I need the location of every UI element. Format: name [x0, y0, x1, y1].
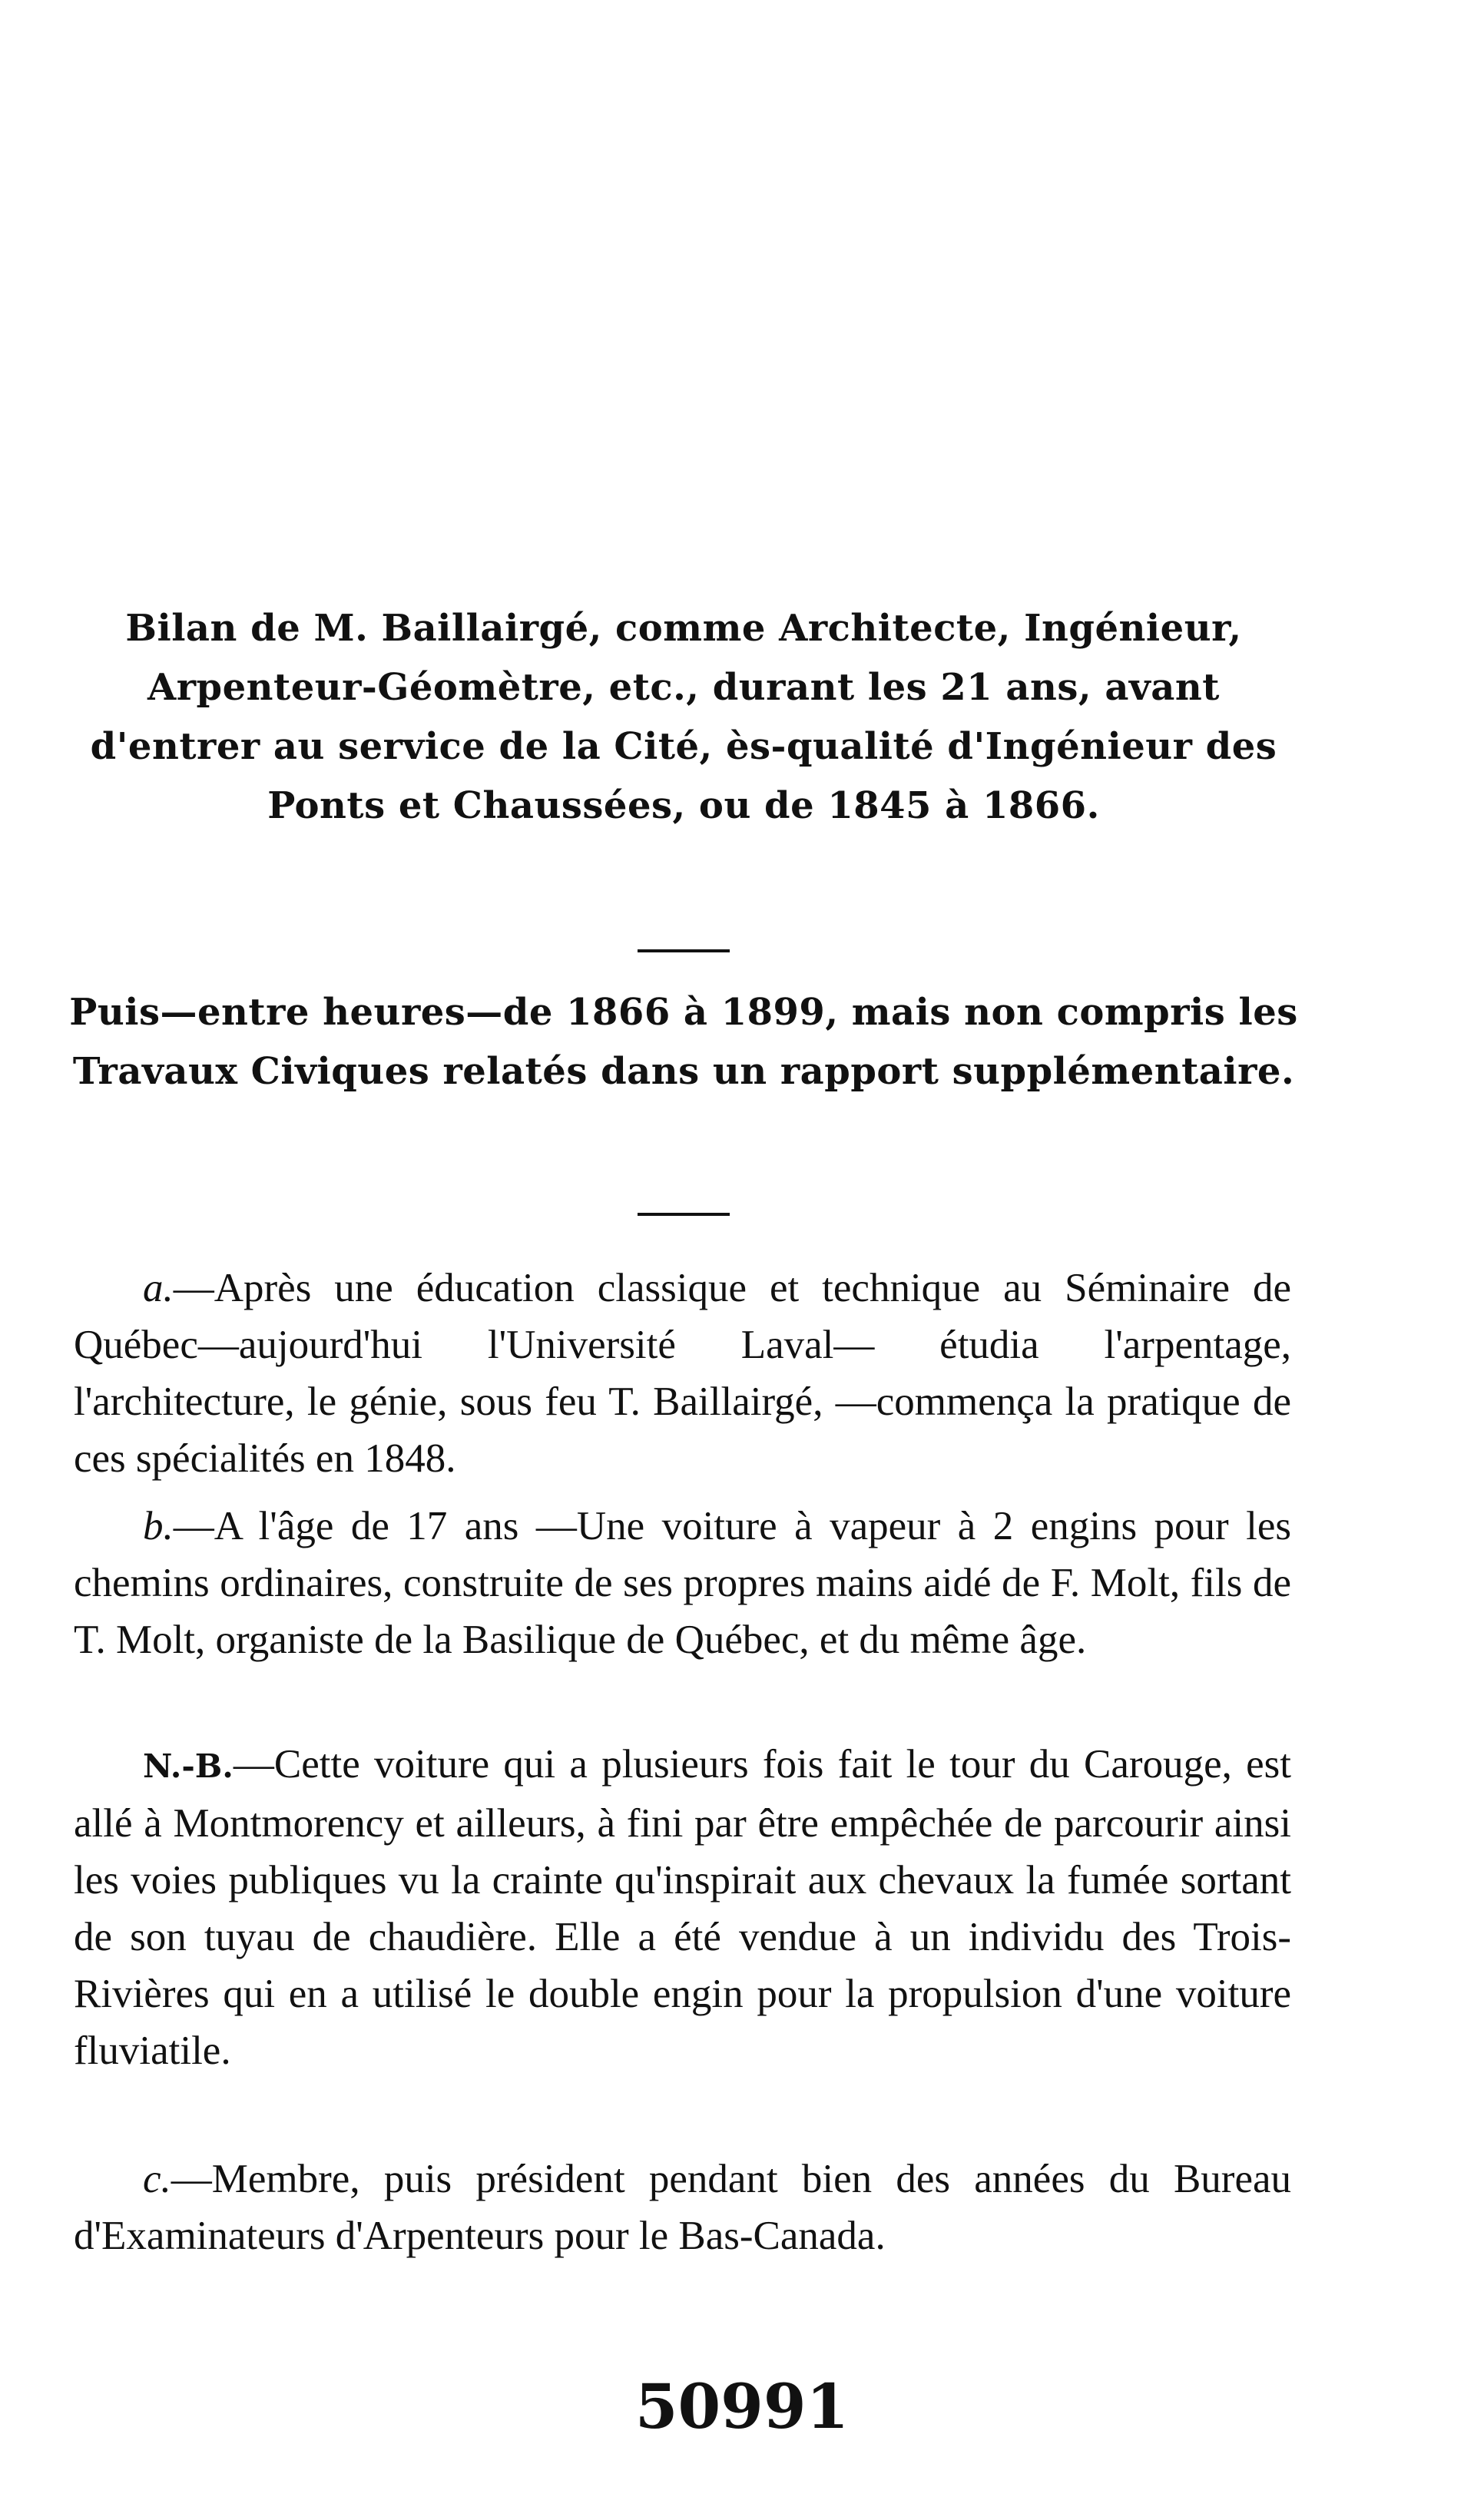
- document-title: Bilan de M. Baillairgé, comme Architecte, Ingénieur, Arpenteur-Géomètre, etc., durant les 21 ans, avant d'entrer au service de la Cité, ès-qualité d'Ingénieur des Ponts et Chaussées, ou de 1845 à 1866.: [90, 607, 1277, 827]
- paragraph-a-text: —Après une éducation classique et technique au Séminaire de Québec—aujourd'hui l'Université Laval— étudia l'arpentage, l'architecture, le génie, sous feu T. Baillairgé, —commença la pratique de ces spécialités en 1848.: [74, 1266, 1291, 1481]
- paragraph-b-marker: b.: [143, 1504, 174, 1548]
- paragraph-b: [74, 1498, 1291, 1668]
- paragraph-nb-text: —Cette voiture qui a plusieurs fois fait le tour du Carouge, est allé à Montmorency et ailleurs, à fini par être empêchée de parcourir ainsi les voies publiques vu la crainte qu'inspirait aux chevaux la fumée sortant de son tuyau de chaudière. Elle a été vendue à un individu des Trois-Rivières qui en a utilisé le double engin pour la propulsion d'une voiture fluviatile.: [74, 1742, 1291, 2073]
- paragraph-c: [74, 2151, 1291, 2264]
- paragraph-nb: [74, 1736, 1291, 2079]
- paragraph-a-marker: a.: [143, 1266, 174, 1310]
- separator-rule-2: [638, 1213, 730, 1216]
- paragraph-nb-marker: N.-B.: [143, 1747, 234, 1785]
- paragraph-c-marker: c.: [143, 2157, 171, 2201]
- paragraph-b-text: —A l'âge de 17 ans —Une voiture à vapeur à 2 engins pour les chemins ordinaires, construite de ses propres mains aidé de F. Molt, fils de T. Molt, organiste de la Basilique de Québec, et du même âge.: [74, 1504, 1291, 1662]
- paragraph-c-text: —Membre, puis président pendant bien des années du Bureau d'Examinateurs d'Arpenteurs pour le Bas-Canada.: [74, 2157, 1291, 2258]
- page-number: 50991: [634, 2370, 850, 2442]
- document-subtitle: Puis—entre heures—de 1866 à 1899, mais non compris les Travaux Civiques relatés dans un rapport supplémentaire.: [69, 991, 1298, 1093]
- paragraph-a: [74, 1260, 1291, 1487]
- separator-rule-1: [638, 949, 730, 952]
